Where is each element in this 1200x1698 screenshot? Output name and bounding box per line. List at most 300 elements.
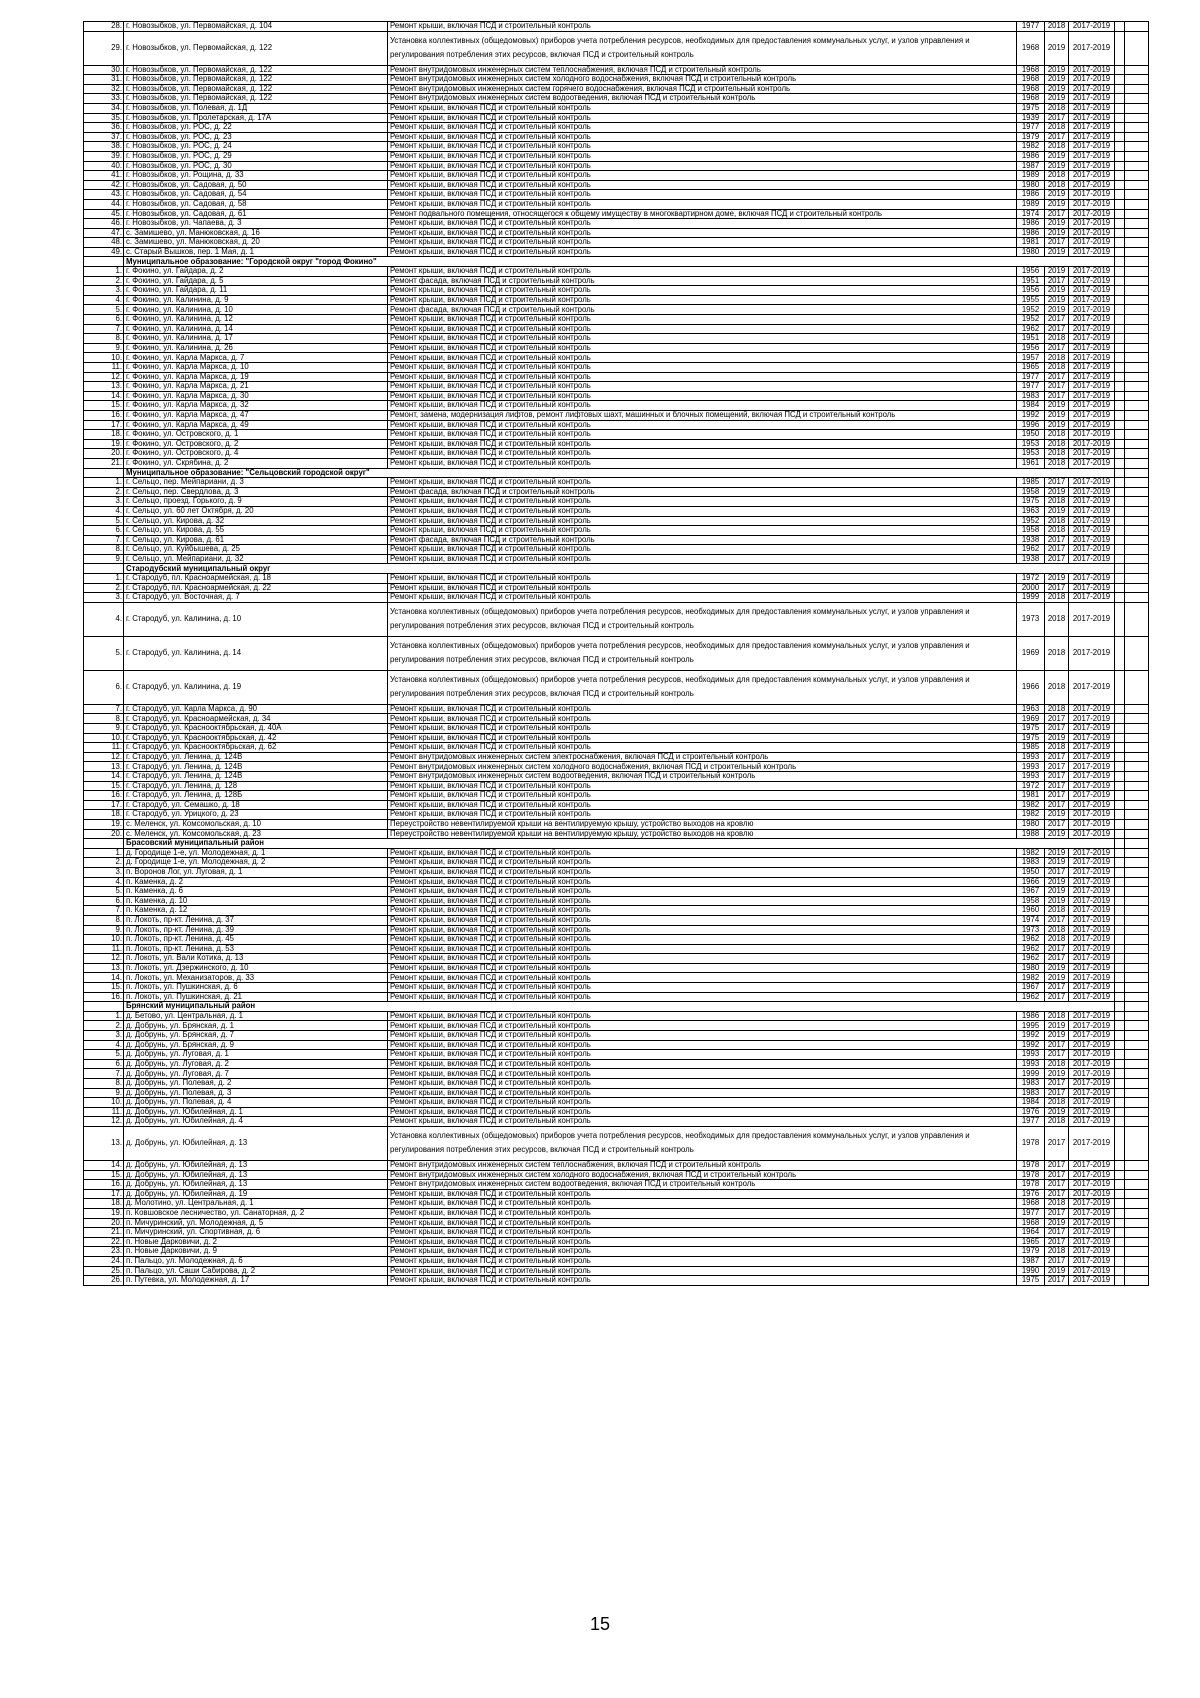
plan-year-cell: 2017 — [1045, 1126, 1069, 1160]
table-row — [84, 353, 1149, 363]
plan-year-cell: 2018 — [1045, 526, 1069, 536]
address-cell: г. Фокино, ул. Калинина, д. 26 — [124, 343, 388, 353]
table-row — [84, 75, 1149, 85]
table-row — [84, 497, 1149, 507]
spacer-cell — [1125, 75, 1149, 85]
address-cell: г. Фокино, ул. Калинина, д. 14 — [124, 324, 388, 334]
spacer-cell — [1125, 877, 1149, 887]
spacer-cell — [1115, 1160, 1125, 1170]
address-cell: п. Ковшовское лесничество, ул. Санаторная, д. 2 — [124, 1208, 388, 1218]
table-row — [84, 772, 1149, 782]
row-number: 8. — [84, 915, 124, 925]
build-year-cell: 1983 — [1017, 1079, 1045, 1089]
spacer-cell — [1125, 983, 1149, 993]
plan-year-cell: 2017 — [1045, 772, 1069, 782]
spacer-cell — [1115, 1031, 1125, 1041]
row-number: 8. — [84, 714, 124, 724]
work-type-cell: Ремонт крыши, включая ПСД и строительный контроль — [388, 915, 1017, 925]
spacer-cell — [1115, 944, 1125, 954]
plan-year-cell: 2018 — [1045, 1247, 1069, 1257]
spacer-cell — [1115, 1079, 1125, 1089]
spacer-cell — [1125, 247, 1149, 257]
spacer-cell — [1115, 1002, 1125, 1012]
period-cell: 2017-2019 — [1069, 1040, 1115, 1050]
spacer-cell — [1115, 583, 1125, 593]
spacer-cell — [1115, 848, 1125, 858]
spacer-cell — [1115, 1059, 1125, 1069]
build-year-cell: 1952 — [1017, 516, 1045, 526]
table-row — [84, 286, 1149, 296]
period-cell: 2017-2019 — [1069, 915, 1115, 925]
period-cell: 2017-2019 — [1069, 704, 1115, 714]
build-year-cell: 1984 — [1017, 401, 1045, 411]
table-row — [84, 1069, 1149, 1079]
period-cell: 2017-2019 — [1069, 161, 1115, 171]
address-cell: г. Новозыбков, ул. РОС, д. 30 — [124, 161, 388, 171]
build-year-cell: 1995 — [1017, 1021, 1045, 1031]
build-year-cell: 1992 — [1017, 410, 1045, 420]
period-cell: 2017-2019 — [1069, 983, 1115, 993]
plan-year-cell: 2017 — [1045, 954, 1069, 964]
address-cell: г. Фокино, ул. Калинина, д. 10 — [124, 305, 388, 315]
plan-year-cell: 2018 — [1045, 704, 1069, 714]
spacer-cell — [1125, 171, 1149, 181]
work-type-cell: Ремонт внутридомовых инженерных систем водоотведения, включая ПСД и строительный контроль — [388, 1180, 1017, 1190]
spacer-cell — [1125, 1266, 1149, 1276]
row-number: 44. — [84, 199, 124, 209]
table-row — [84, 516, 1149, 526]
address-cell: с. Замишево, ул. Манюковская, д. 16 — [124, 228, 388, 238]
table-row — [84, 992, 1149, 1002]
table-row — [84, 276, 1149, 286]
build-year-cell: 1983 — [1017, 1088, 1045, 1098]
period-cell: 2017-2019 — [1069, 1228, 1115, 1238]
address-cell: г. Фокино, ул. Карла Маркса, д. 47 — [124, 410, 388, 420]
period-cell: 2017-2019 — [1069, 1276, 1115, 1286]
table-row — [84, 829, 1149, 839]
period-cell: 2017-2019 — [1069, 574, 1115, 584]
spacer-cell — [1125, 161, 1149, 171]
table-body — [84, 22, 1149, 1286]
spacer-cell — [1115, 372, 1125, 382]
spacer-cell — [1115, 714, 1125, 724]
row-number: 46. — [84, 219, 124, 229]
spacer-cell — [1115, 1069, 1125, 1079]
spacer-cell — [1115, 772, 1125, 782]
period-cell: 2017-2019 — [1069, 545, 1115, 555]
work-type-cell: Ремонт крыши, включая ПСД и строительный контроль — [388, 420, 1017, 430]
build-year-cell: 1977 — [1017, 1208, 1045, 1218]
table-row — [84, 487, 1149, 497]
spacer-cell — [1125, 305, 1149, 315]
address-cell: г. Стародуб, ул. Урицкого, д. 23 — [124, 810, 388, 820]
period-cell: 2017-2019 — [1069, 1050, 1115, 1060]
spacer-cell — [1125, 353, 1149, 363]
plan-year-cell: 2017 — [1045, 276, 1069, 286]
table-row — [84, 1098, 1149, 1108]
build-year-cell: 1977 — [1017, 1117, 1045, 1127]
period-cell: 2017-2019 — [1069, 973, 1115, 983]
build-year-cell: 1951 — [1017, 276, 1045, 286]
row-number: 15. — [84, 1170, 124, 1180]
period-cell: 2017-2019 — [1069, 1266, 1115, 1276]
period-cell: 2017-2019 — [1069, 286, 1115, 296]
build-year-cell: 1986 — [1017, 151, 1045, 161]
row-number: 21. — [84, 458, 124, 468]
spacer-cell — [1115, 199, 1125, 209]
table-row — [84, 94, 1149, 104]
plan-year-cell: 2019 — [1045, 286, 1069, 296]
work-type-cell: Ремонт крыши, включая ПСД и строительный контроль — [388, 733, 1017, 743]
spacer-cell — [1125, 238, 1149, 248]
spacer-cell — [1125, 602, 1149, 636]
period-cell: 2017-2019 — [1069, 171, 1115, 181]
address-cell: г. Фокино, ул. Карла Маркса, д. 49 — [124, 420, 388, 430]
work-type-cell: Ремонт крыши, включая ПСД и строительный контроль — [388, 458, 1017, 468]
row-number: 8. — [84, 334, 124, 344]
address-cell: д. Добрунь, ул. Брянская, д. 1 — [124, 1021, 388, 1031]
period-cell: 2017-2019 — [1069, 267, 1115, 277]
period-cell: 2017-2019 — [1069, 142, 1115, 152]
address-cell: г. Новозыбков, ул. Первомайская, д. 122 — [124, 94, 388, 104]
table-row — [84, 1208, 1149, 1218]
work-type-cell: Ремонт крыши, включая ПСД и строительный контроль — [388, 1117, 1017, 1127]
spacer-cell — [1115, 123, 1125, 133]
row-number: 24. — [84, 1256, 124, 1266]
row-number: 1. — [84, 574, 124, 584]
build-year-cell: 1976 — [1017, 1189, 1045, 1199]
table-row — [84, 391, 1149, 401]
plan-year-cell: 2017 — [1045, 791, 1069, 801]
address-cell: г. Фокино, ул. Карла Маркса, д. 32 — [124, 401, 388, 411]
spacer-cell — [1115, 1170, 1125, 1180]
plan-year-cell: 2019 — [1045, 829, 1069, 839]
address-cell: г. Новозыбков, ул. Садовая, д. 50 — [124, 180, 388, 190]
row-number: 23. — [84, 1247, 124, 1257]
work-type-cell: Ремонт крыши, включая ПСД и строительный контроль — [388, 315, 1017, 325]
address-cell: п. Пальцо, ул. Саши Сабирова, д. 2 — [124, 1266, 388, 1276]
address-cell: п. Мичуринский, ул. Спортивная, д. 6 — [124, 1228, 388, 1238]
address-cell: д. Добрунь, ул. Полевая, д. 2 — [124, 1079, 388, 1089]
spacer-cell — [1115, 670, 1125, 704]
address-cell: г. Фокино, ул. Калинина, д. 9 — [124, 295, 388, 305]
spacer-cell — [1115, 935, 1125, 945]
spacer-cell — [1115, 1199, 1125, 1209]
plan-year-cell: 2018 — [1045, 103, 1069, 113]
spacer-cell — [1115, 781, 1125, 791]
spacer-cell — [1115, 1021, 1125, 1031]
work-type-cell: Ремонт подвального помещения, относящегося к общему имуществу в многоквартирном доме, включая ПСД и строительный контроль — [388, 209, 1017, 219]
row-number: 20. — [84, 829, 124, 839]
plan-year-cell: 2017 — [1045, 535, 1069, 545]
spacer-cell — [1125, 151, 1149, 161]
table-row — [84, 602, 1149, 636]
work-type-cell: Ремонт крыши, включая ПСД и строительный контроль — [388, 113, 1017, 123]
row-number: 7. — [84, 906, 124, 916]
table-row — [84, 1050, 1149, 1060]
address-cell: г. Сельцо, пер. Свердлова, д. 3 — [124, 487, 388, 497]
work-type-cell: Ремонт крыши, включая ПСД и строительный контроль — [388, 1266, 1017, 1276]
work-type-cell: Ремонт крыши, включая ПСД и строительный контроль — [388, 1088, 1017, 1098]
spacer-cell — [1115, 180, 1125, 190]
spacer-cell — [1125, 65, 1149, 75]
spacer-cell — [1115, 103, 1125, 113]
period-cell: 2017-2019 — [1069, 1117, 1115, 1127]
spacer-cell — [1125, 1069, 1149, 1079]
table-row — [84, 714, 1149, 724]
build-year-cell: 1980 — [1017, 819, 1045, 829]
spacer-cell — [1125, 1011, 1149, 1021]
plan-year-cell: 2017 — [1045, 762, 1069, 772]
table-row — [84, 574, 1149, 584]
plan-year-cell: 2019 — [1045, 1031, 1069, 1041]
build-year-cell: 2000 — [1017, 583, 1045, 593]
build-year-cell: 1999 — [1017, 1069, 1045, 1079]
row-number: 9. — [84, 1088, 124, 1098]
work-type-cell: Ремонт крыши, включая ПСД и строительный контроль — [388, 161, 1017, 171]
spacer-cell — [1125, 526, 1149, 536]
plan-year-cell: 2018 — [1045, 925, 1069, 935]
work-type-cell: Ремонт крыши, включая ПСД и строительный контроль — [388, 382, 1017, 392]
plan-year-cell: 2019 — [1045, 247, 1069, 257]
table-row — [84, 420, 1149, 430]
build-year-cell: 1953 — [1017, 439, 1045, 449]
period-cell: 2017-2019 — [1069, 382, 1115, 392]
work-type-cell: Ремонт внутридомовых инженерных систем холодного водоснабжения, включая ПСД и строительный контроль — [388, 75, 1017, 85]
row-number: 1. — [84, 478, 124, 488]
spacer-cell — [1115, 1208, 1125, 1218]
work-type-cell: Ремонт крыши, включая ПСД и строительный контроль — [388, 887, 1017, 897]
plan-year-cell: 2017 — [1045, 819, 1069, 829]
section-title: Стародубский муниципальный округ — [124, 564, 1115, 574]
spacer-cell — [1125, 458, 1149, 468]
work-type-cell: Ремонт крыши, включая ПСД и строительный контроль — [388, 906, 1017, 916]
spacer-cell — [1125, 724, 1149, 734]
work-type-cell: Ремонт крыши, включая ПСД и строительный контроль — [388, 353, 1017, 363]
spacer-cell — [1115, 743, 1125, 753]
spacer-cell — [1125, 1208, 1149, 1218]
work-type-cell: Ремонт крыши, включая ПСД и строительный контроль — [388, 247, 1017, 257]
spacer-cell — [1115, 94, 1125, 104]
period-cell: 2017-2019 — [1069, 334, 1115, 344]
row-number: 5. — [84, 516, 124, 526]
spacer-cell — [1125, 487, 1149, 497]
work-type-cell: Ремонт крыши, включая ПСД и строительный контроль — [388, 963, 1017, 973]
plan-year-cell: 2017 — [1045, 382, 1069, 392]
table-row — [84, 535, 1149, 545]
address-cell: г. Новозыбков, ул. Первомайская, д. 104 — [124, 22, 388, 32]
table-row — [84, 1079, 1149, 1089]
row-number: 3. — [84, 286, 124, 296]
period-cell: 2017-2019 — [1069, 1247, 1115, 1257]
work-type-cell: Ремонт, замена, модернизация лифтов, ремонт лифтовых шахт, машинных и блочных помещений, включая ПСД и строительный контроль — [388, 410, 1017, 420]
address-cell: г. Фокино, ул. Островского, д. 4 — [124, 449, 388, 459]
spacer-cell — [1115, 858, 1125, 868]
build-year-cell: 1962 — [1017, 935, 1045, 945]
plan-year-cell: 2017 — [1045, 867, 1069, 877]
address-cell: г. Новозыбков, ул. РОС, д. 29 — [124, 151, 388, 161]
work-type-cell: Ремонт фасада, включая ПСД и строительный контроль — [388, 305, 1017, 315]
period-cell: 2017-2019 — [1069, 199, 1115, 209]
address-cell: г. Новозыбков, ул. Садовая, д. 54 — [124, 190, 388, 200]
address-cell: г. Сельцо, ул. 60 лет Октября, д. 20 — [124, 506, 388, 516]
table-row — [84, 545, 1149, 555]
table-row — [84, 430, 1149, 440]
spacer-cell — [1115, 132, 1125, 142]
table-row — [84, 324, 1149, 334]
address-cell: г. Новозыбков, ул. Первомайская, д. 122 — [124, 31, 388, 65]
period-cell: 2017-2019 — [1069, 1218, 1115, 1228]
build-year-cell: 1977 — [1017, 372, 1045, 382]
period-cell: 2017-2019 — [1069, 391, 1115, 401]
period-cell: 2017-2019 — [1069, 247, 1115, 257]
table-row — [84, 877, 1149, 887]
row-number: 13. — [84, 963, 124, 973]
period-cell: 2017-2019 — [1069, 896, 1115, 906]
spacer-cell — [1115, 1117, 1125, 1127]
row-number: 7. — [84, 1069, 124, 1079]
address-cell: г. Стародуб, ул. Восточная, д. 7 — [124, 593, 388, 603]
work-type-cell: Ремонт крыши, включая ПСД и строительный контроль — [388, 554, 1017, 564]
spacer-cell — [1125, 1040, 1149, 1050]
row-number: 1. — [84, 1011, 124, 1021]
build-year-cell: 1951 — [1017, 334, 1045, 344]
spacer-cell — [1115, 430, 1125, 440]
build-year-cell: 1993 — [1017, 752, 1045, 762]
period-cell: 2017-2019 — [1069, 487, 1115, 497]
table-row — [84, 123, 1149, 133]
spacer-cell — [1125, 1088, 1149, 1098]
plan-year-cell: 2019 — [1045, 733, 1069, 743]
spacer-cell — [1125, 22, 1149, 32]
build-year-cell: 1956 — [1017, 286, 1045, 296]
address-cell: г. Стародуб, ул. Калинина, д. 10 — [124, 602, 388, 636]
plan-year-cell: 2017 — [1045, 1237, 1069, 1247]
spacer-cell — [1115, 343, 1125, 353]
spacer-cell — [1115, 1088, 1125, 1098]
work-type-cell: Ремонт крыши, включая ПСД и строительный контроль — [388, 781, 1017, 791]
spacer-cell — [1125, 839, 1149, 849]
build-year-cell: 1989 — [1017, 171, 1045, 181]
plan-year-cell: 2017 — [1045, 1040, 1069, 1050]
spacer-cell — [1115, 458, 1125, 468]
work-type-cell: Ремонт крыши, включая ПСД и строительный контроль — [388, 334, 1017, 344]
period-cell: 2017-2019 — [1069, 1199, 1115, 1209]
table-row — [84, 1117, 1149, 1127]
period-cell: 2017-2019 — [1069, 22, 1115, 32]
period-cell: 2017-2019 — [1069, 602, 1115, 636]
work-type-cell: Ремонт крыши, включая ПСД и строительный контроль — [388, 401, 1017, 411]
spacer-cell — [1115, 839, 1125, 849]
plan-year-cell: 2017 — [1045, 113, 1069, 123]
address-cell: д. Добрунь, ул. Юбилейная, д. 13 — [124, 1170, 388, 1180]
period-cell: 2017-2019 — [1069, 1160, 1115, 1170]
spacer-cell — [1115, 1189, 1125, 1199]
table-row — [84, 1276, 1149, 1286]
spacer-cell — [1115, 752, 1125, 762]
build-year-cell: 1993 — [1017, 772, 1045, 782]
spacer-cell — [1115, 906, 1125, 916]
plan-year-cell: 2017 — [1045, 315, 1069, 325]
spacer-cell — [1115, 1266, 1125, 1276]
work-type-cell: Ремонт фасада, включая ПСД и строительный контроль — [388, 535, 1017, 545]
table-row — [84, 526, 1149, 536]
build-year-cell: 1988 — [1017, 829, 1045, 839]
plan-year-cell: 2018 — [1045, 171, 1069, 181]
spacer-cell — [1125, 925, 1149, 935]
spacer-cell — [1125, 31, 1149, 65]
address-cell: г. Фокино, ул. Карла Маркса, д. 10 — [124, 363, 388, 373]
table-row — [84, 1040, 1149, 1050]
plan-year-cell: 2018 — [1045, 516, 1069, 526]
row-number: 45. — [84, 209, 124, 219]
spacer-cell — [1115, 925, 1125, 935]
address-cell: д. Добрунь, ул. Юбилейная, д. 19 — [124, 1189, 388, 1199]
spacer-cell — [1115, 334, 1125, 344]
row-number: 25. — [84, 1266, 124, 1276]
plan-year-cell: 2018 — [1045, 449, 1069, 459]
work-type-cell: Ремонт крыши, включая ПСД и строительный контроль — [388, 228, 1017, 238]
spacer-cell — [1125, 267, 1149, 277]
spacer-cell — [1115, 324, 1125, 334]
work-type-cell: Ремонт крыши, включая ПСД и строительный контроль — [388, 497, 1017, 507]
spacer-cell — [1125, 848, 1149, 858]
period-cell: 2017-2019 — [1069, 132, 1115, 142]
address-cell: п. Каменка, д. 6 — [124, 887, 388, 897]
period-cell: 2017-2019 — [1069, 228, 1115, 238]
plan-year-cell: 2017 — [1045, 752, 1069, 762]
spacer-cell — [1115, 75, 1125, 85]
plan-year-cell: 2018 — [1045, 497, 1069, 507]
spacer-cell — [1125, 636, 1149, 670]
work-type-cell: Ремонт крыши, включая ПСД и строительный контроль — [388, 199, 1017, 209]
address-cell: д. Добрунь, ул. Юбилейная, д. 13 — [124, 1160, 388, 1170]
table-row — [84, 84, 1149, 94]
plan-year-cell: 2019 — [1045, 1107, 1069, 1117]
plan-year-cell: 2019 — [1045, 75, 1069, 85]
spacer-cell — [1115, 487, 1125, 497]
spacer-cell — [1115, 1050, 1125, 1060]
work-type-cell: Ремонт крыши, включая ПСД и строительный контроль — [388, 848, 1017, 858]
table-row — [84, 1160, 1149, 1170]
period-cell: 2017-2019 — [1069, 1256, 1115, 1266]
plan-year-cell: 2017 — [1045, 372, 1069, 382]
period-cell: 2017-2019 — [1069, 1079, 1115, 1089]
row-number: 6. — [84, 1059, 124, 1069]
row-number: 18. — [84, 430, 124, 440]
build-year-cell: 1969 — [1017, 714, 1045, 724]
row-number: 6. — [84, 526, 124, 536]
row-number: 15. — [84, 781, 124, 791]
work-type-cell: Ремонт крыши, включая ПСД и строительный контроль — [388, 583, 1017, 593]
address-cell: г. Стародуб, ул. Карла Маркса, д. 90 — [124, 704, 388, 714]
spacer-cell — [1115, 401, 1125, 411]
row-number: 31. — [84, 75, 124, 85]
table-row — [84, 22, 1149, 32]
section-header-row — [84, 564, 1149, 574]
address-cell: п. Пальцо, ул. Молодежная, д. 6 — [124, 1256, 388, 1266]
spacer-cell — [1115, 190, 1125, 200]
plan-year-cell: 2017 — [1045, 724, 1069, 734]
period-cell: 2017-2019 — [1069, 1088, 1115, 1098]
address-cell: г. Сельцо, ул. Кирова, д. 55 — [124, 526, 388, 536]
address-cell: г. Фокино, ул. Карла Маркса, д. 21 — [124, 382, 388, 392]
period-cell: 2017-2019 — [1069, 1011, 1115, 1021]
section-title: Брасовский муниципальный район — [124, 839, 1115, 849]
spacer-cell — [1125, 973, 1149, 983]
work-type-cell: Ремонт крыши, включая ПСД и строительный контроль — [388, 724, 1017, 734]
plan-year-cell: 2017 — [1045, 992, 1069, 1002]
